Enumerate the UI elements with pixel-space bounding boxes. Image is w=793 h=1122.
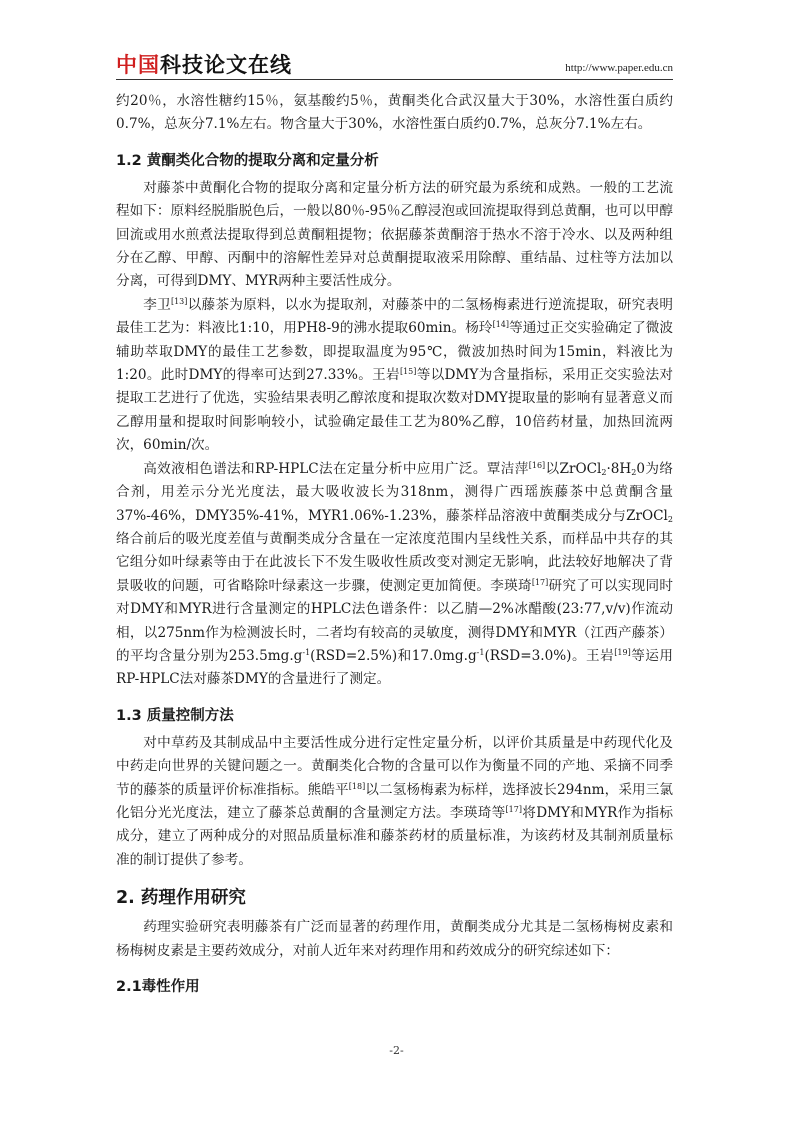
section-heading-2-1: 2.1毒性作用 xyxy=(116,979,200,995)
header-url[interactable]: http://www.paper.edu.cn xyxy=(565,62,673,74)
text: ·8H xyxy=(606,460,632,477)
logo-red-text: 中国 xyxy=(116,53,160,77)
subscript: 2 xyxy=(667,514,673,524)
text: (RSD=3.0%)。王岩 xyxy=(484,647,615,664)
text: 以藤茶为原料，以水为提取剂，对藤茶中的二氢杨梅素进行逆流提取，研究表明最佳工艺为：料液比1:10，用PH8-9的沸水提取60min。杨玲 xyxy=(116,296,674,337)
citation[interactable]: [17] xyxy=(531,577,549,587)
citation[interactable]: [17] xyxy=(505,804,522,814)
text: 高效液相色谱法和RP-HPLC法在定量分析中应用广泛。覃洁萍 xyxy=(143,460,529,477)
citation[interactable]: [14] xyxy=(492,320,509,330)
section-2-paragraph-1: 药理实验研究表明藤茶有广泛而显著的药理作用，黄酮类成分尤其是二氢杨梅树皮素和杨梅树皮素是主要药效成分，对前人近年来对药理作用和药效成分的研究综述如下： xyxy=(116,919,673,959)
subscript: 2 xyxy=(601,467,607,477)
text: 对中草药及其制成品中主要活性成分进行定性定量分析，以评价其质量是中药现代化及中药走向世界的关键问题之一。黄酮类化合物的含量可以作为衡量不同的产地、采摘不同季节的藤茶的质量评价标准指标。熊皓平 xyxy=(116,734,673,798)
text: 等运用RP-HPLC法对藤茶DMY的含量进行了测定。 xyxy=(116,647,674,688)
superscript: -1 xyxy=(476,647,485,657)
citation[interactable]: [16] xyxy=(528,460,546,470)
header-divider xyxy=(116,79,673,80)
intro-paragraph: 约20％，水溶性糖约15％，氨基酸约5％，黄酮类化合武汉量大于30%，水溶性蛋白质约0.7%，总灰分7.1%左右。物含量大于30%，水溶性蛋白质约0.7%，总灰分7.1%左右。 xyxy=(116,93,673,133)
text: 络合前后的吸光度差值与黄酮类成分含量在一定浓度范围内呈线性关系，而样品中共存的其它组分如叶绿素等由于在此波长下不发生吸收性质改变对测定无影响，此法较好地解决了背景吸收的问题，可省略除叶绿素这一步骤，使测定更加简便。李瑛琦 xyxy=(116,530,673,594)
text: 以二氢杨梅素为标样，选择波长294nm，采用三氯化铝分光光度法，建立了藤茶总黄酮的含量测定方法。李瑛琦等 xyxy=(116,781,674,821)
text: (RSD=2.5%)和17.0mg.g xyxy=(310,647,477,664)
section-heading-2: 2. 药理作用研究 xyxy=(116,888,246,909)
subscript: 2 xyxy=(631,467,637,477)
section-heading-1-3: 1.3 质量控制方法 xyxy=(116,707,234,724)
text: 等以DMY为含量指标，采用正交实验法对提取工艺进行了优选，实验结果表明乙醇浓度和提取次数对DMY提取量的影响有显著意义而乙醇用量和提取时间影响较小，试验确定最佳工艺为80%乙醇，10倍药材量，加热回流两次，60min/次。 xyxy=(116,367,673,454)
text: 李卫 xyxy=(143,296,171,313)
text: 将DMY和MYR作为指标成分，建立了两种成分的对照品质量标准和藤茶药材的质量标准，为该药材及其制剂质量标准的制订提供了参考。 xyxy=(116,804,673,868)
section-1-2-paragraph-3 xyxy=(116,458,673,692)
section-1-2-paragraph-1: 对藤茶中黄酮化合物的提取分离和定量分析方法的研究最为系统和成熟。一般的工艺流程如下：原料经脱脂脱色后，一般以80％-95％乙醇浸泡或回流提取得到总黄酮，也可以甲醇回流或用水煎煮法提取得到总黄酮粗提物；依据藤茶黄酮溶于热水不溶于冷水、以及两种组分在乙醇、甲醇、丙酮中的溶解性差异对总黄酮提取液采用除醇、重结晶、过柱等方法加以分离，可得到DMY、MYR两种主要活性成分。 xyxy=(116,179,673,290)
text: 0为络合剂，用差示分光光度法，最大吸收波长为318nm，测得广西瑶族藤茶中总黄酮含量37%-46%，DMY35%-41%，MYR1.06%-1.23%，藤茶样品溶液中黄酮类成分与ZrOCl xyxy=(116,460,673,524)
logo-black-text: 科技论文在线 xyxy=(160,53,292,77)
text: 等通过正交实验确定了微波辅助萃取DMY的最佳工艺参数，即提取温度为95℃，微波加热时间为15min，料液比为1:20。此时DMY的得率可达到27.33%。王岩 xyxy=(116,320,673,384)
text: 研究了可以实现同时对DMY和MYR进行含量测定的HPLC法色谱条件：以乙腈—2%冰醋酸(23:77,v/v)作流动相，以275nm作为检测波长时，二者均有较高的灵敏度，测得DMY和MYR（江西产藤茶）的平均含量分别为253.5mg.g xyxy=(116,577,673,664)
page-body xyxy=(116,90,673,999)
citation[interactable]: [18] xyxy=(348,781,366,791)
citation[interactable]: [19] xyxy=(614,647,631,657)
superscript: -1 xyxy=(302,647,311,657)
section-1-2-paragraph-2 xyxy=(116,294,673,458)
page-number: -2- xyxy=(389,1044,404,1057)
text: 以ZrOCl xyxy=(545,460,602,477)
section-1-3-paragraph-1 xyxy=(116,732,673,872)
section-heading-1-2: 1.2 黄酮类化合物的提取分离和定量分析 xyxy=(116,152,379,169)
page-header xyxy=(116,52,673,78)
site-logo[interactable] xyxy=(116,52,292,78)
citation[interactable]: [15] xyxy=(399,367,417,377)
citation[interactable]: [13] xyxy=(170,296,188,306)
